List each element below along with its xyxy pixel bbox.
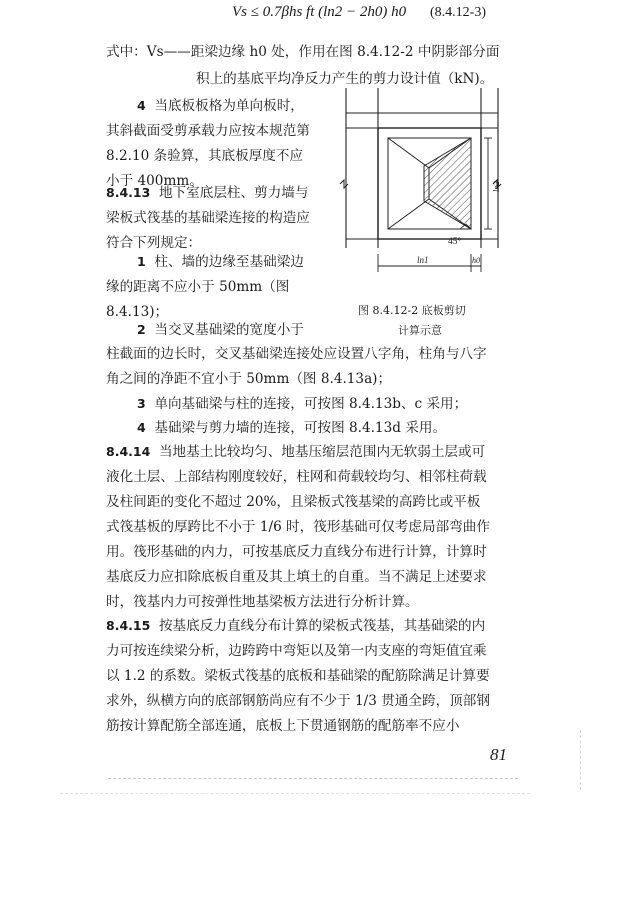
section-8-4-14-line-3: 及柱间距的变化不超过 20%，且梁板式筏基梁的高跨比或平板 <box>106 494 481 510</box>
formula-expression: Vs ≤ 0.7βhs ft (ln2 − 2h0) h0 <box>232 4 407 20</box>
section-number: 8.4.13 <box>106 185 151 200</box>
item-4-line-4: 小于 400mm。 <box>106 173 203 189</box>
item-4-line-2: 其斜截面受剪承载力应按本规范第 <box>106 123 310 139</box>
shear-calculation-diagram <box>338 88 508 310</box>
dimension-ln1: ln1 <box>417 255 429 265</box>
bottom-scan-line-2 <box>60 793 530 794</box>
item-4-text: 当底板板格为单向板时， <box>154 98 304 114</box>
section-8-4-13-line-3: 符合下列规定： <box>106 235 202 251</box>
item-2-line-1: 2 当交叉基础梁的宽度小于 <box>137 322 304 338</box>
section-8-4-13-line-2: 梁板式筏基的基础梁连接的构造应 <box>106 210 310 226</box>
formula-number: (8.4.12-3) <box>430 5 486 20</box>
bottom-scan-line <box>108 778 518 779</box>
break-marks <box>340 180 501 188</box>
item-1-line-1: 1 柱、墙的边缘至基础梁边 <box>137 254 304 270</box>
item-2-line-3: 角之间的净距不宜小于 50mm（图 8.4.13a)； <box>106 371 392 387</box>
item-4b: 4 基础梁与剪力墙的连接，可按图 8.4.13d 采用。 <box>137 420 447 436</box>
item-4-line-3: 8.2.10 条验算，其底板厚度不应 <box>106 148 304 164</box>
section-8-4-15-line-3: 以 1.2 的系数。梁板式筏基的底板和基础梁的配筋除满足计算要 <box>106 668 490 684</box>
shaded-shear-area <box>424 138 471 229</box>
item-1-line-2: 缘的距离不应小于 50mm（图 <box>106 279 290 295</box>
definition-line-2: 积上的基底平均净反力产生的剪力设计值（kN)。 <box>196 71 494 87</box>
beam-grid <box>346 88 498 248</box>
section-8-4-15-line-5: 筋按计算配筋全部连通，底板上下贯通钢筋的配筋率不应小 <box>106 718 460 734</box>
item-1-line-3: 8.4.13)； <box>106 304 169 320</box>
definition-line-1: 式中：Vs——距梁边缘 h0 处，作用在图 8.4.12-2 中阴影部分面 <box>106 44 500 60</box>
section-8-4-14-line-1: 8.4.14 当地基土比较均匀、地基压缩层范围内无软弱土层或可 <box>106 444 486 460</box>
item-4-line-1 <box>137 96 304 116</box>
dimension-ln2: ln2 <box>491 181 501 192</box>
right-scan-line <box>580 730 581 790</box>
item-3: 3 单向基础梁与柱的连接，可按图 8.4.13b、c 采用； <box>137 396 468 412</box>
page-number: 81 <box>490 745 507 764</box>
section-8-4-15-line-1: 8.4.15 按基底反力直线分布计算的梁板式筏基，其基础梁的内 <box>106 618 486 634</box>
item-2-line-2: 柱截面的边长时，交叉基础梁连接处应设置八字角，柱角与八字 <box>106 346 487 362</box>
section-8-4-14-line-7: 时，筏基内力可按弹性地基梁板方法进行分析计算。 <box>106 594 419 610</box>
section-8-4-14-line-6: 基底反力应扣除底板自重及其上填土的自重。当不满足上述要求 <box>106 569 487 585</box>
section-8-4-15-line-4: 求外，纵横方向的底部钢筋尚应有不少于 1/3 贯通全跨，顶部钢 <box>106 693 490 709</box>
section-8-4-14-line-4: 式筏基板的厚跨比不小于 1/6 时，筏形基础可仅考虑局部弯曲作 <box>106 519 490 535</box>
figure-caption-line-2: 计算示意 <box>398 324 442 337</box>
figure-caption-line-1: 图 8.4.12-2 底板剪切 <box>358 304 466 317</box>
section-8-4-14-line-5: 用。筏形基础的内力，可按基底反力直线分布进行计算，计算时 <box>106 544 487 560</box>
item-4-number: 4 <box>137 98 146 113</box>
angle-label: 45° <box>448 237 462 247</box>
section-8-4-15-line-2: 力可按连续梁分析，边跨跨中弯矩以及第一内支座的弯矩值宜乘 <box>106 643 487 659</box>
dimension-h0: h0 <box>472 256 480 265</box>
section-8-4-13-line-1: 8.4.13 地下室底层柱、剪力墙与 <box>106 185 309 201</box>
section-8-4-14-line-2: 液化土层、上部结构刚度较好，柱网和荷载较均匀、相邻柱荷载 <box>106 469 487 485</box>
